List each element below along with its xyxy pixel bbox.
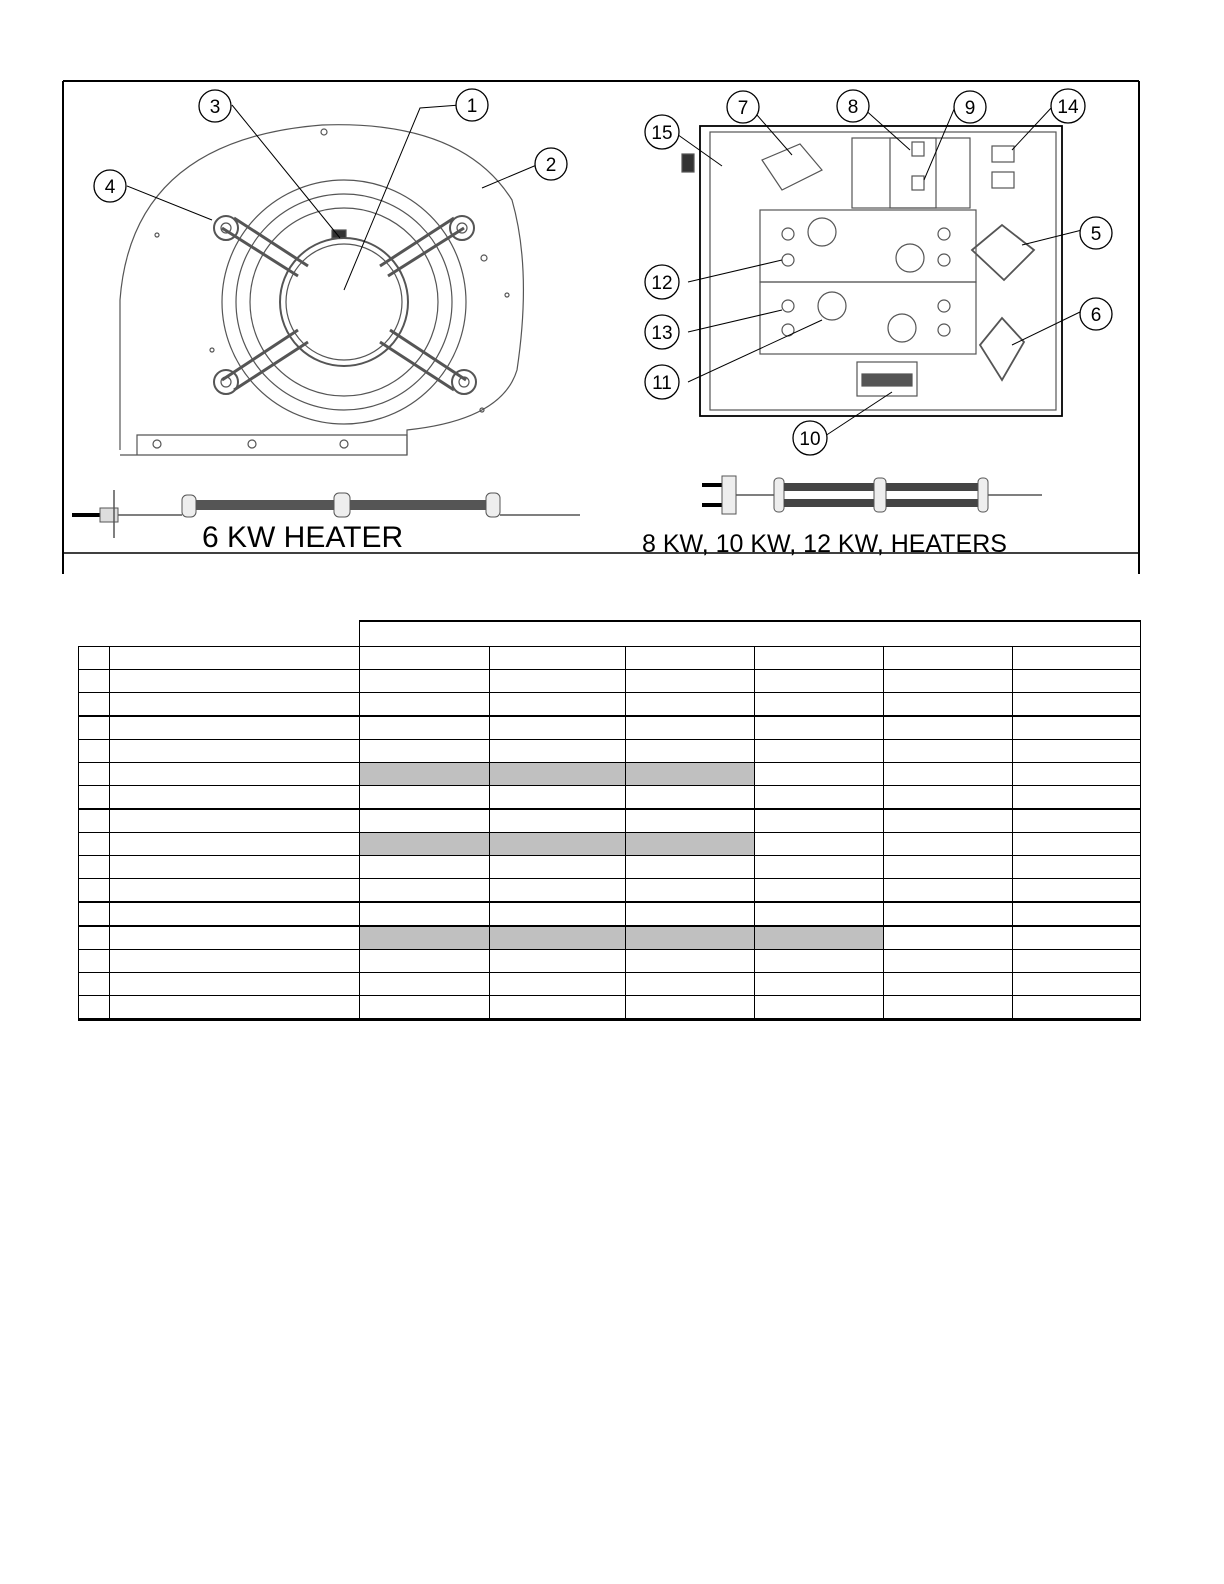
- table-row: [79, 809, 1141, 833]
- callout-15: [645, 115, 679, 149]
- part-number-cell: [360, 926, 490, 950]
- part-number-cell: [626, 973, 755, 996]
- part-number-cell: [360, 670, 490, 693]
- part-number-cell: [884, 833, 1013, 856]
- exploded-parts-diagram: [62, 80, 1140, 574]
- part-number-cell: [490, 716, 626, 740]
- part-number-cell: [755, 879, 884, 903]
- part-number-cell: [360, 996, 490, 1020]
- svg-text:11: 11: [652, 373, 672, 394]
- table-row: [79, 926, 1141, 950]
- part-number-cell: [755, 973, 884, 996]
- table-row: [79, 973, 1141, 996]
- table-row: [79, 902, 1141, 926]
- part-number-cell: [626, 996, 755, 1020]
- description-cell: [110, 740, 360, 763]
- part-number-cell: [626, 856, 755, 879]
- part-number-cell: [490, 786, 626, 810]
- callout-1: [456, 89, 488, 121]
- description-cell: [110, 879, 360, 903]
- table-row: [79, 763, 1141, 786]
- svg-text:6: 6: [1090, 305, 1102, 326]
- item-number-cell: [79, 973, 110, 996]
- left-diagram-title: 6 KW HEATER: [202, 521, 404, 554]
- part-number-cell: [884, 786, 1013, 810]
- part-number-cell: [884, 716, 1013, 740]
- part-number-cell: [360, 973, 490, 996]
- part-number-cell: [884, 973, 1013, 996]
- part-number-cell: [884, 647, 1013, 670]
- svg-text:4: 4: [104, 177, 116, 198]
- description-cell: [110, 670, 360, 693]
- part-number-cell: [1013, 670, 1141, 693]
- part-number-cell: [490, 902, 626, 926]
- table-row: [79, 670, 1141, 693]
- part-number-cell: [755, 716, 884, 740]
- table-row: [79, 856, 1141, 879]
- part-number-cell: [626, 740, 755, 763]
- part-number-cell: [360, 693, 490, 717]
- svg-text:3: 3: [209, 97, 221, 118]
- table-row: [79, 740, 1141, 763]
- part-number-cell: [360, 879, 490, 903]
- item-number-cell: [79, 786, 110, 810]
- part-number-cell: [884, 926, 1013, 950]
- part-number-cell: [755, 786, 884, 810]
- item-number-cell: [79, 740, 110, 763]
- part-number-cell: [755, 833, 884, 856]
- part-number-cell: [884, 809, 1013, 833]
- callout-12: [645, 265, 679, 299]
- part-number-cell: [884, 670, 1013, 693]
- table-row: [79, 647, 1141, 670]
- part-number-cell: [884, 763, 1013, 786]
- part-number-cell: [490, 950, 626, 973]
- part-number-cell: [1013, 902, 1141, 926]
- part-number-cell: [1013, 647, 1141, 670]
- part-number-cell: [626, 786, 755, 810]
- part-number-cell: [626, 693, 755, 717]
- svg-text:9: 9: [964, 98, 976, 119]
- part-number-cell: [1013, 973, 1141, 996]
- part-number-cell: [626, 670, 755, 693]
- svg-text:14: 14: [1057, 97, 1079, 118]
- part-number-cell: [626, 926, 755, 950]
- table-row: [79, 716, 1141, 740]
- callout-6: [1080, 298, 1112, 330]
- svg-text:5: 5: [1090, 224, 1102, 245]
- item-number-cell: [79, 809, 110, 833]
- callout-9: [954, 91, 986, 123]
- item-number-cell: [79, 996, 110, 1020]
- part-number-cell: [626, 879, 755, 903]
- part-number-cell: [755, 763, 884, 786]
- item-number-cell: [79, 856, 110, 879]
- svg-text:2: 2: [545, 155, 557, 176]
- description-cell: [110, 693, 360, 717]
- description-cell: [110, 716, 360, 740]
- svg-text:1: 1: [466, 96, 478, 117]
- part-number-cell: [490, 833, 626, 856]
- part-number-cell: [360, 856, 490, 879]
- callout-3: [199, 90, 231, 122]
- part-number-cell: [490, 763, 626, 786]
- part-number-cell: [884, 950, 1013, 973]
- table-row: [79, 786, 1141, 810]
- svg-text:7: 7: [737, 98, 749, 119]
- description-cell: [110, 996, 360, 1020]
- description-cell: [110, 926, 360, 950]
- description-cell: [110, 647, 360, 670]
- part-number-cell: [1013, 693, 1141, 717]
- item-number-cell: [79, 879, 110, 903]
- part-number-cell: [626, 809, 755, 833]
- part-number-cell: [490, 879, 626, 903]
- description-cell: [110, 950, 360, 973]
- svg-text:13: 13: [651, 323, 673, 344]
- part-number-cell: [755, 996, 884, 1020]
- part-number-cell: [755, 856, 884, 879]
- part-number-cell: [884, 879, 1013, 903]
- part-number-cell: [360, 950, 490, 973]
- part-number-cell: [360, 763, 490, 786]
- svg-text:12: 12: [651, 273, 673, 294]
- callout-5: [1080, 217, 1112, 249]
- part-number-cell: [490, 926, 626, 950]
- heater-control-panel-drawing: [682, 126, 1062, 416]
- table-row: [79, 996, 1141, 1020]
- part-number-cell: [1013, 996, 1141, 1020]
- description-cell: [110, 902, 360, 926]
- description-cell: [110, 833, 360, 856]
- callout-14: [1051, 89, 1085, 123]
- parts-table: [78, 620, 1141, 1021]
- svg-text:15: 15: [651, 123, 673, 144]
- blower-housing-drawing: [120, 125, 523, 455]
- part-number-cell: [884, 740, 1013, 763]
- callout-7: [727, 91, 759, 123]
- description-cell: [110, 763, 360, 786]
- part-number-cell: [490, 670, 626, 693]
- description-cell: [110, 973, 360, 996]
- part-number-cell: [755, 902, 884, 926]
- part-number-cell: [626, 902, 755, 926]
- callout-11: [645, 365, 679, 399]
- part-number-cell: [626, 763, 755, 786]
- item-number-cell: [79, 647, 110, 670]
- part-number-cell: [1013, 740, 1141, 763]
- part-number-cell: [360, 809, 490, 833]
- part-number-cell: [490, 856, 626, 879]
- description-cell: [110, 809, 360, 833]
- part-number-cell: [1013, 926, 1141, 950]
- part-number-cell: [360, 740, 490, 763]
- item-number-cell: [79, 926, 110, 950]
- part-number-cell: [884, 856, 1013, 879]
- item-number-cell: [79, 693, 110, 717]
- part-number-cell: [626, 950, 755, 973]
- heater-element-multi-drawing: [702, 476, 1042, 514]
- table-header-row: [79, 621, 1141, 647]
- part-number-cell: [1013, 716, 1141, 740]
- part-number-cell: [1013, 856, 1141, 879]
- part-number-cell: [360, 902, 490, 926]
- part-number-cell: [1013, 786, 1141, 810]
- part-number-cell: [490, 740, 626, 763]
- part-number-cell: [1013, 763, 1141, 786]
- description-cell: [110, 856, 360, 879]
- part-number-cell: [360, 833, 490, 856]
- item-number-cell: [79, 670, 110, 693]
- right-diagram-title: 8 KW, 10 KW, 12 KW, HEATERS: [642, 530, 1007, 558]
- callout-13: [645, 315, 679, 349]
- part-number-cell: [490, 647, 626, 670]
- table-row: [79, 833, 1141, 856]
- part-number-cell: [755, 809, 884, 833]
- part-number-cell: [490, 973, 626, 996]
- callout-8: [837, 90, 869, 122]
- part-number-cell: [626, 716, 755, 740]
- part-number-cell: [626, 647, 755, 670]
- part-number-cell: [360, 786, 490, 810]
- part-number-cell: [755, 926, 884, 950]
- part-number-cell: [884, 693, 1013, 717]
- part-number-cell: [1013, 809, 1141, 833]
- part-number-cell: [884, 902, 1013, 926]
- part-number-cell: [360, 716, 490, 740]
- part-number-cell: [490, 996, 626, 1020]
- part-number-cell: [755, 740, 884, 763]
- item-number-cell: [79, 833, 110, 856]
- item-number-cell: [79, 763, 110, 786]
- callout-2: [535, 148, 567, 180]
- part-number-cell: [755, 693, 884, 717]
- part-number-cell: [1013, 833, 1141, 856]
- part-number-cell: [755, 950, 884, 973]
- part-number-cell: [490, 693, 626, 717]
- table-row: [79, 693, 1141, 717]
- callout-4: [94, 170, 126, 202]
- callout-10: [793, 421, 827, 455]
- table-row: [79, 879, 1141, 903]
- part-number-cell: [490, 809, 626, 833]
- svg-text:10: 10: [799, 429, 821, 450]
- svg-text:8: 8: [847, 97, 859, 118]
- description-cell: [110, 786, 360, 810]
- part-number-cell: [755, 647, 884, 670]
- part-number-cell: [626, 833, 755, 856]
- item-number-cell: [79, 950, 110, 973]
- item-number-cell: [79, 716, 110, 740]
- part-number-cell: [1013, 879, 1141, 903]
- item-number-cell: [79, 902, 110, 926]
- table-row: [79, 950, 1141, 973]
- part-number-cell: [884, 996, 1013, 1020]
- part-number-cell: [1013, 950, 1141, 973]
- part-number-cell: [360, 647, 490, 670]
- part-number-cell: [755, 670, 884, 693]
